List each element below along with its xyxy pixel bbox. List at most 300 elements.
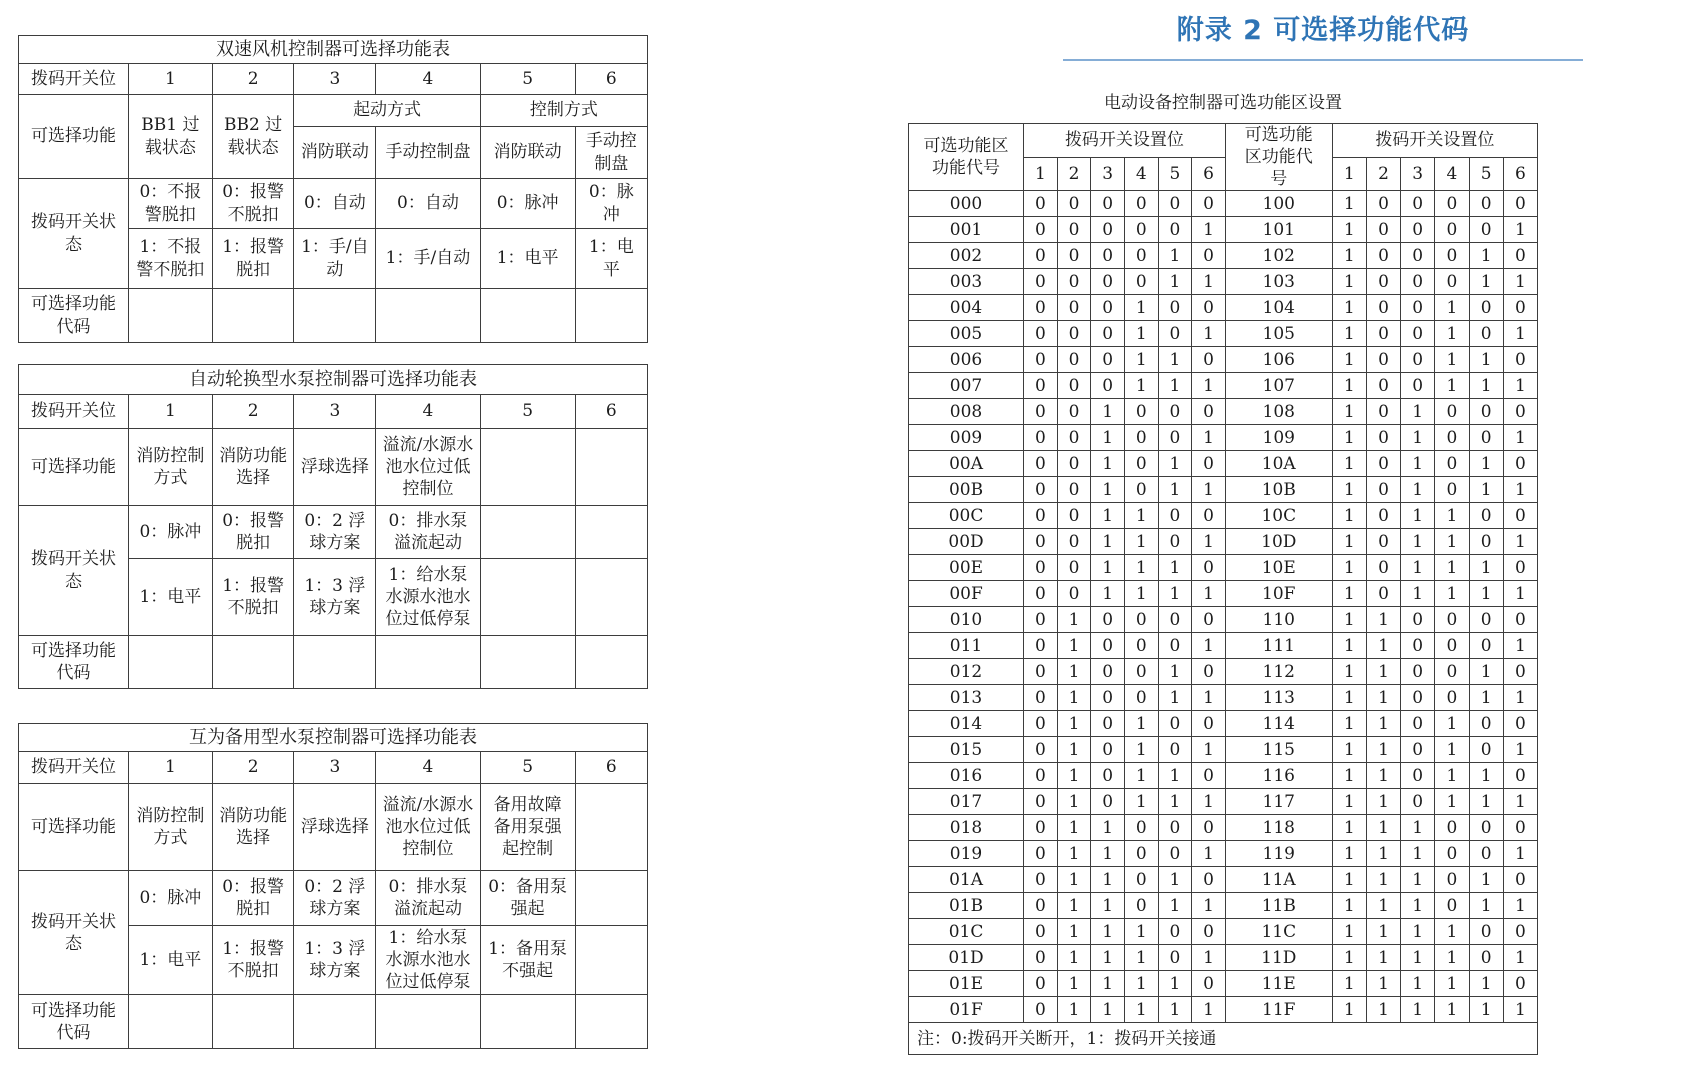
bit-cell: 0 (1503, 763, 1537, 789)
bit-cell: 0 (1057, 555, 1091, 581)
bit-cell: 1 (1469, 555, 1503, 581)
function-code-cell: 102 (1225, 243, 1332, 269)
state0-cell: 0：备用泵强起 (480, 871, 575, 926)
bit-cell: 0 (1158, 737, 1192, 763)
state0-cell (575, 506, 647, 559)
bit-cell: 1 (1332, 893, 1366, 919)
bit-cell: 1 (1435, 945, 1469, 971)
state0-cell: 0：排水泵溢流起动 (376, 871, 480, 926)
bit-cell: 1 (1503, 217, 1537, 243)
function-code-cell: 00C (909, 503, 1024, 529)
function-code-cell: 003 (909, 269, 1024, 295)
bit-cell: 0 (1366, 555, 1400, 581)
code-column-header: 可选功能区功能代号 (1225, 124, 1332, 191)
bit-cell: 1 (1469, 451, 1503, 477)
bit-cell: 0 (1124, 685, 1158, 711)
bit-cell: 1 (1332, 581, 1366, 607)
table-title: 双速风机控制器可选择功能表 (19, 36, 648, 64)
bit-cell: 0 (1158, 217, 1192, 243)
code-table-caption: 电动设备控制器可选功能区设置 (1104, 93, 1342, 113)
bit-cell: 0 (1057, 425, 1091, 451)
bit-cell: 1 (1091, 477, 1125, 503)
bit-cell: 0 (1057, 529, 1091, 555)
bit-cell: 1 (1435, 997, 1469, 1023)
bit-cell: 0 (1503, 607, 1537, 633)
code-column-header: 可选功能区功能代号 (909, 124, 1024, 191)
bit-cell: 1 (1091, 841, 1125, 867)
bit-cell: 1 (1401, 997, 1435, 1023)
row-label-function-code: 可选择功能代码 (19, 289, 129, 343)
bit-cell: 0 (1366, 321, 1400, 347)
bit-cell: 1 (1332, 659, 1366, 685)
bit-cell: 0 (1469, 607, 1503, 633)
function-cell: 消防控制方式 (129, 784, 213, 871)
bit-cell: 0 (1091, 659, 1125, 685)
bit-cell: 1 (1366, 945, 1400, 971)
bit-cell: 0 (1503, 555, 1537, 581)
function-cell (575, 784, 647, 871)
bit-cell: 0 (1192, 607, 1226, 633)
function-cell: 浮球选择 (294, 784, 376, 871)
function-code-cell: 104 (1225, 295, 1332, 321)
bit-cell: 0 (1503, 971, 1537, 997)
bit-cell: 1 (1332, 997, 1366, 1023)
switch-position: 6 (575, 752, 647, 784)
empty-code-cell (294, 636, 376, 689)
bit-cell: 0 (1024, 607, 1058, 633)
bit-cell: 1 (1124, 945, 1158, 971)
bit-cell: 0 (1435, 217, 1469, 243)
state0-cell (575, 871, 647, 926)
bit-cell: 0 (1366, 295, 1400, 321)
bit-cell: 1 (1332, 867, 1366, 893)
bit-cell: 0 (1024, 477, 1058, 503)
bit-cell: 0 (1024, 711, 1058, 737)
function-cell: 消防联动 (294, 127, 376, 179)
bit-cell: 1 (1091, 893, 1125, 919)
bit-cell: 0 (1057, 191, 1091, 217)
bit-cell: 0 (1091, 737, 1125, 763)
state0-cell: 0：报警脱扣 (212, 506, 294, 559)
bit-cell: 0 (1469, 425, 1503, 451)
bit-cell: 0 (1124, 477, 1158, 503)
bit-cell: 1 (1158, 685, 1192, 711)
bit-cell: 1 (1158, 269, 1192, 295)
bit-cell: 0 (1366, 269, 1400, 295)
bit-cell: 1 (1057, 945, 1091, 971)
bit-cell: 0 (1469, 503, 1503, 529)
code-row (909, 711, 1538, 737)
bit-cell: 0 (1435, 893, 1469, 919)
bit-cell: 0 (1366, 451, 1400, 477)
code-row (909, 243, 1538, 269)
bit-cell: 0 (1192, 971, 1226, 997)
state1-cell: 1：电平 (480, 229, 575, 289)
bit-cell: 1 (1366, 867, 1400, 893)
bit-cell: 0 (1435, 191, 1469, 217)
bit-cell: 0 (1024, 789, 1058, 815)
bit-cell: 0 (1503, 919, 1537, 945)
state0-cell (480, 506, 575, 559)
bit-cell: 1 (1158, 581, 1192, 607)
bit-cell: 1 (1401, 945, 1435, 971)
function-cell (575, 429, 647, 506)
bit-number: 5 (1469, 157, 1503, 191)
bit-cell: 1 (1192, 269, 1226, 295)
bit-cell: 1 (1091, 581, 1125, 607)
bit-cell: 1 (1091, 815, 1125, 841)
state0-cell: 0：2 浮球方案 (294, 871, 376, 926)
code-row (909, 685, 1538, 711)
bit-cell: 1 (1057, 711, 1091, 737)
bit-cell: 0 (1124, 451, 1158, 477)
bit-cell: 0 (1024, 867, 1058, 893)
function-code-cell: 10A (1225, 451, 1332, 477)
bit-cell: 0 (1024, 763, 1058, 789)
empty-code-cell (376, 636, 480, 689)
function-code-cell: 111 (1225, 633, 1332, 659)
bit-cell: 0 (1435, 399, 1469, 425)
state1-cell (575, 559, 647, 636)
state0-cell: 0：自动 (376, 179, 480, 229)
bit-cell: 0 (1503, 399, 1537, 425)
bit-cell: 1 (1158, 243, 1192, 269)
code-row (909, 503, 1538, 529)
bit-cell: 0 (1024, 217, 1058, 243)
bit-cell: 1 (1192, 477, 1226, 503)
bit-number: 1 (1332, 157, 1366, 191)
bit-number: 4 (1124, 157, 1158, 191)
state1-cell: 1：不报警不脱扣 (129, 229, 213, 289)
function-code-cell: 004 (909, 295, 1024, 321)
bit-cell: 0 (1057, 269, 1091, 295)
empty-code-cell (294, 995, 376, 1049)
bit-cell: 0 (1124, 399, 1158, 425)
function-group: 起动方式 (294, 95, 480, 127)
bit-cell: 1 (1332, 555, 1366, 581)
bit-cell: 0 (1435, 243, 1469, 269)
table-title: 互为备用型水泵控制器可选择功能表 (19, 724, 648, 752)
switch-position: 4 (376, 395, 480, 429)
bit-cell: 0 (1469, 919, 1503, 945)
bit-cell: 1 (1057, 659, 1091, 685)
bit-cell: 0 (1091, 607, 1125, 633)
bit-cell: 0 (1091, 347, 1125, 373)
bit-cell: 0 (1401, 243, 1435, 269)
state0-cell: 0：自动 (294, 179, 376, 229)
bit-cell: 0 (1158, 711, 1192, 737)
bit-cell: 0 (1401, 321, 1435, 347)
bit-cell: 1 (1435, 347, 1469, 373)
bit-cell: 0 (1024, 243, 1058, 269)
code-row (909, 217, 1538, 243)
code-row (909, 971, 1538, 997)
switch-position: 6 (575, 395, 647, 429)
bit-cell: 1 (1192, 737, 1226, 763)
bit-cell: 0 (1401, 191, 1435, 217)
bit-cell: 1 (1332, 763, 1366, 789)
bit-cell: 1 (1469, 997, 1503, 1023)
switch-position: 5 (480, 752, 575, 784)
function-code-cell: 107 (1225, 373, 1332, 399)
function-code-cell: 019 (909, 841, 1024, 867)
function-code-cell: 101 (1225, 217, 1332, 243)
state1-cell: 1：手/自动 (294, 229, 376, 289)
bit-cell: 1 (1503, 893, 1537, 919)
bit-cell: 0 (1192, 555, 1226, 581)
state1-cell: 1：手/自动 (376, 229, 480, 289)
bit-cell: 1 (1503, 633, 1537, 659)
bit-cell: 1 (1124, 971, 1158, 997)
bit-cell: 0 (1124, 191, 1158, 217)
state0-cell: 0：脉冲 (480, 179, 575, 229)
empty-code-cell (480, 995, 575, 1049)
function-code-cell: 01C (909, 919, 1024, 945)
bit-cell: 1 (1401, 581, 1435, 607)
state0-cell: 0：脉冲 (575, 179, 647, 229)
empty-code-cell (212, 289, 294, 343)
function-code-cell: 01A (909, 867, 1024, 893)
bit-cell: 1 (1192, 945, 1226, 971)
bit-cell: 1 (1401, 451, 1435, 477)
bit-cell: 0 (1401, 295, 1435, 321)
state1-cell: 1：给水泵水源水池水位过低停泵 (376, 926, 480, 995)
function-code-cell: 015 (909, 737, 1024, 763)
bit-cell: 0 (1091, 685, 1125, 711)
bit-cell: 1 (1091, 971, 1125, 997)
function-cell: 消防联动 (480, 127, 575, 179)
bit-cell: 1 (1503, 373, 1537, 399)
bit-cell: 1 (1401, 425, 1435, 451)
bit-cell: 0 (1401, 607, 1435, 633)
function-code-cell: 109 (1225, 425, 1332, 451)
bit-cell: 1 (1057, 841, 1091, 867)
state1-cell: 1：3 浮球方案 (294, 926, 376, 995)
function-code-cell: 01E (909, 971, 1024, 997)
bit-cell: 1 (1469, 763, 1503, 789)
bit-cell: 1 (1192, 529, 1226, 555)
bit-cell: 1 (1158, 477, 1192, 503)
bits-column-header: 拨码开关设置位 (1332, 124, 1537, 158)
bit-cell: 1 (1158, 997, 1192, 1023)
bit-cell: 1 (1401, 555, 1435, 581)
switch-position: 1 (129, 752, 213, 784)
empty-code-cell (575, 995, 647, 1049)
empty-code-cell (129, 289, 213, 343)
code-row (909, 555, 1538, 581)
bit-cell: 0 (1158, 529, 1192, 555)
function-code-cell: 017 (909, 789, 1024, 815)
function-cell (480, 429, 575, 506)
bit-cell: 1 (1124, 373, 1158, 399)
bit-cell: 0 (1057, 295, 1091, 321)
bit-cell: 1 (1091, 919, 1125, 945)
bit-cell: 1 (1366, 789, 1400, 815)
bit-cell: 1 (1469, 477, 1503, 503)
bit-cell: 0 (1469, 815, 1503, 841)
bit-cell: 1 (1124, 581, 1158, 607)
bit-number: 6 (1192, 157, 1226, 191)
bit-cell: 0 (1469, 529, 1503, 555)
bit-cell: 1 (1401, 867, 1435, 893)
table-note: 注：0:拨码开关断开，1：拨码开关接通 (909, 1023, 1538, 1055)
bit-cell: 0 (1503, 191, 1537, 217)
bit-cell: 1 (1124, 737, 1158, 763)
bit-cell: 1 (1192, 217, 1226, 243)
state0-cell: 0：2 浮球方案 (294, 506, 376, 559)
bit-cell: 0 (1057, 451, 1091, 477)
bit-cell: 1 (1366, 711, 1400, 737)
bit-cell: 1 (1469, 243, 1503, 269)
function-code-cell: 000 (909, 191, 1024, 217)
bit-cell: 0 (1192, 711, 1226, 737)
function-code-cell: 009 (909, 425, 1024, 451)
bit-number: 6 (1503, 157, 1537, 191)
bit-cell: 1 (1366, 685, 1400, 711)
bit-cell: 0 (1366, 347, 1400, 373)
bit-cell: 1 (1332, 295, 1366, 321)
bit-cell: 0 (1024, 373, 1058, 399)
bit-cell: 1 (1124, 321, 1158, 347)
bit-cell: 1 (1192, 893, 1226, 919)
row-label-switch-state: 拨码开关状态 (19, 506, 129, 636)
bit-cell: 1 (1469, 867, 1503, 893)
empty-code-cell (212, 995, 294, 1049)
bit-cell: 0 (1503, 659, 1537, 685)
bit-cell: 1 (1158, 789, 1192, 815)
state1-cell: 1：报警脱扣 (212, 229, 294, 289)
code-row (909, 945, 1538, 971)
empty-code-cell (575, 289, 647, 343)
bit-cell: 0 (1091, 243, 1125, 269)
bit-cell: 0 (1158, 503, 1192, 529)
bit-cell: 1 (1192, 633, 1226, 659)
table-title: 自动轮换型水泵控制器可选择功能表 (19, 365, 648, 395)
state1-cell (575, 926, 647, 995)
bit-cell: 1 (1332, 971, 1366, 997)
function-cell: 手动控制盘 (376, 127, 480, 179)
code-row (909, 425, 1538, 451)
bit-cell: 1 (1366, 893, 1400, 919)
bit-cell: 0 (1024, 919, 1058, 945)
bit-cell: 0 (1503, 867, 1537, 893)
bit-cell: 1 (1503, 269, 1537, 295)
code-row (909, 607, 1538, 633)
code-row (909, 997, 1538, 1023)
function-cell: 消防控制方式 (129, 429, 213, 506)
code-row (909, 893, 1538, 919)
bit-cell: 1 (1158, 893, 1192, 919)
bit-cell: 0 (1469, 737, 1503, 763)
bit-cell: 0 (1091, 269, 1125, 295)
bit-cell: 1 (1332, 425, 1366, 451)
row-label-function-code: 可选择功能代码 (19, 636, 129, 689)
bit-cell: 1 (1366, 919, 1400, 945)
bit-cell: 0 (1124, 659, 1158, 685)
bit-number: 4 (1435, 157, 1469, 191)
bit-cell: 1 (1332, 191, 1366, 217)
bit-cell: 0 (1192, 295, 1226, 321)
bit-cell: 0 (1435, 477, 1469, 503)
bit-cell: 0 (1057, 581, 1091, 607)
bit-cell: 0 (1124, 867, 1158, 893)
bit-number: 2 (1057, 157, 1091, 191)
function-cell: 手动控制盘 (575, 127, 647, 179)
bit-cell: 1 (1124, 919, 1158, 945)
bit-cell: 0 (1124, 815, 1158, 841)
bit-cell: 1 (1401, 503, 1435, 529)
function-code-cell: 106 (1225, 347, 1332, 373)
switch-position: 2 (212, 64, 294, 95)
bit-cell: 0 (1024, 555, 1058, 581)
bit-cell: 0 (1091, 373, 1125, 399)
bit-cell: 1 (1435, 711, 1469, 737)
bit-cell: 1 (1469, 269, 1503, 295)
bit-cell: 1 (1469, 685, 1503, 711)
row-label-switch-position: 拨码开关位 (19, 752, 129, 784)
function-code-cell: 00D (909, 529, 1024, 555)
function-code-cell: 010 (909, 607, 1024, 633)
bit-cell: 1 (1332, 633, 1366, 659)
function-code-table (908, 123, 1538, 1055)
bit-cell: 0 (1366, 581, 1400, 607)
bit-cell: 0 (1024, 685, 1058, 711)
bit-cell: 0 (1057, 321, 1091, 347)
bit-cell: 1 (1192, 841, 1226, 867)
switch-position: 4 (376, 752, 480, 784)
bit-cell: 0 (1024, 945, 1058, 971)
bit-cell: 1 (1057, 971, 1091, 997)
bit-cell: 1 (1091, 945, 1125, 971)
function-code-cell: 114 (1225, 711, 1332, 737)
bit-cell: 0 (1024, 841, 1058, 867)
function-code-cell: 115 (1225, 737, 1332, 763)
bit-cell: 0 (1192, 347, 1226, 373)
bit-cell: 1 (1332, 503, 1366, 529)
bit-cell: 0 (1024, 971, 1058, 997)
bit-cell: 0 (1401, 789, 1435, 815)
bit-cell: 1 (1158, 763, 1192, 789)
bit-cell: 1 (1332, 217, 1366, 243)
bit-cell: 1 (1401, 919, 1435, 945)
state1-cell: 1：备用泵不强起 (480, 926, 575, 995)
bit-cell: 0 (1192, 919, 1226, 945)
state0-cell: 0：报警脱扣 (212, 871, 294, 926)
switch-position: 3 (294, 64, 376, 95)
function-cell: 备用故障备用泵强起控制 (480, 784, 575, 871)
bit-cell: 1 (1469, 581, 1503, 607)
bit-cell: 1 (1057, 789, 1091, 815)
bit-cell: 0 (1158, 321, 1192, 347)
bit-cell: 0 (1024, 295, 1058, 321)
bit-cell: 0 (1091, 633, 1125, 659)
function-cell: 溢流/水源水池水位过低控制位 (376, 784, 480, 871)
bit-cell: 0 (1366, 217, 1400, 243)
bit-cell: 0 (1124, 633, 1158, 659)
bit-cell: 0 (1124, 243, 1158, 269)
function-group: 控制方式 (480, 95, 647, 127)
bit-cell: 1 (1057, 997, 1091, 1023)
bit-cell: 1 (1332, 243, 1366, 269)
bit-cell: 0 (1024, 269, 1058, 295)
bit-cell: 1 (1124, 503, 1158, 529)
row-label-function: 可选择功能 (19, 429, 129, 506)
bit-cell: 1 (1366, 633, 1400, 659)
bit-cell: 1 (1332, 737, 1366, 763)
code-row (909, 399, 1538, 425)
bit-cell: 0 (1435, 841, 1469, 867)
bit-cell: 1 (1366, 815, 1400, 841)
